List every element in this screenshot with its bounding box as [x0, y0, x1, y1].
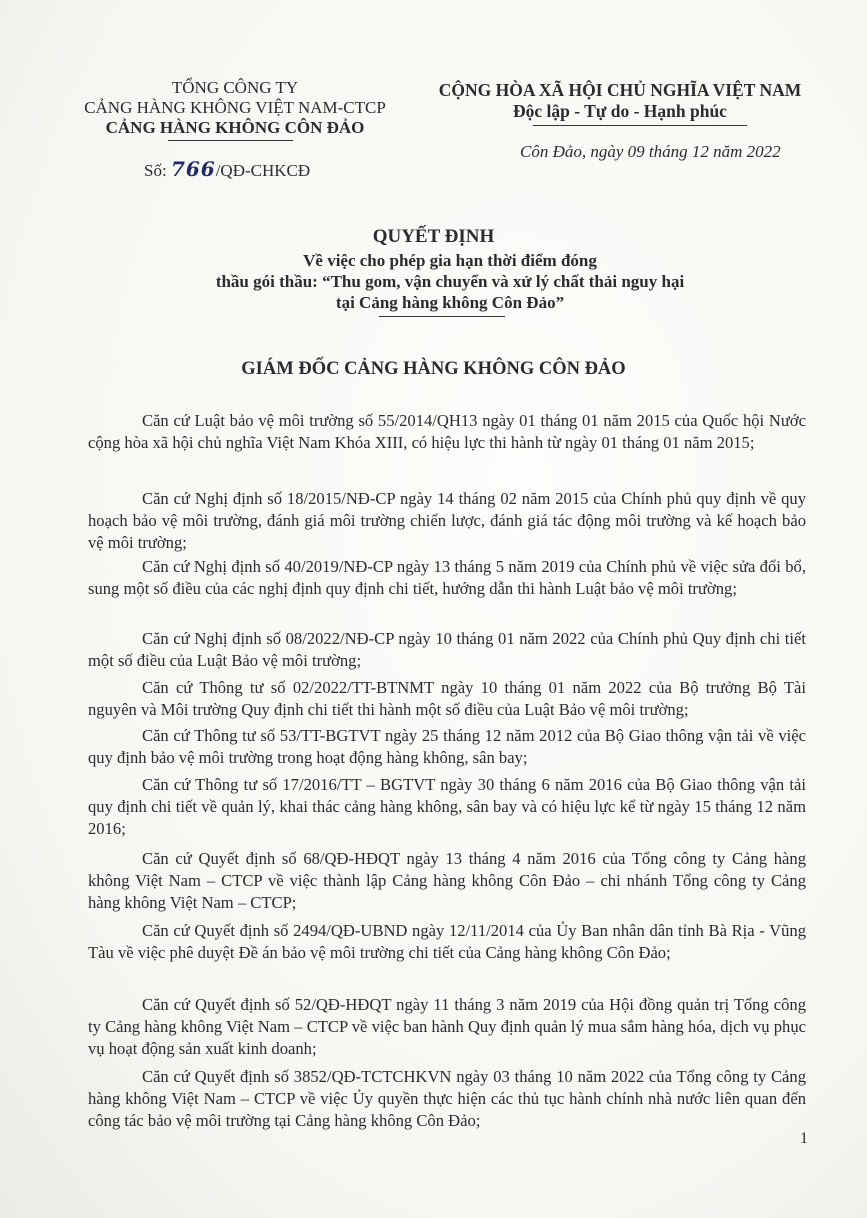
legal-basis-paragraph: Căn cứ Thông tư số 53/TT-BGTVT ngày 25 tháng 12 năm 2012 của Bộ Giao thông vận tải về việc quy định bảo vệ môi trường trong hoạt động hàng không, sân bay;	[88, 726, 806, 767]
document-title: QUYẾT ĐỊNH	[372, 226, 495, 247]
issuing-organization	[60, 78, 410, 138]
page-number: 1	[800, 1130, 808, 1147]
issuer-title: GIÁM ĐỐC CẢNG HÀNG KHÔNG CÔN ĐẢO	[241, 359, 626, 379]
subject-line1: Về việc cho phép gia hạn thời điểm đóng	[303, 251, 597, 270]
national-motto: Độc lập - Tự do - Hạnh phúc	[513, 101, 727, 121]
legal-basis-paragraph: Căn cứ Nghị định số 18/2015/NĐ-CP ngày 14 tháng 02 năm 2015 của Chính phủ quy định về quy hoạch bảo vệ môi trường, đánh giá môi trường chiến lược, đánh giá tác động môi trường và kế hoạch bảo vệ môi trường;	[88, 489, 806, 552]
legal-basis-paragraph: Căn cứ Thông tư số 17/2016/TT – BGTVT ngày 30 tháng 6 năm 2016 của Bộ Giao thông vận tải quy định chi tiết về quản lý, khai thác cảng hàng không, sân bay và có hiệu lực kể từ ngày 15 tháng 12 năm 2016;	[88, 775, 806, 838]
subject-underline	[379, 316, 505, 317]
legal-basis-paragraph: Căn cứ Quyết định số 3852/QĐ-TCTCHKVN ngày 03 tháng 10 năm 2022 của Tổng công ty Cảng hàng không Việt Nam – CTCP về việc Ủy quyền thực hiện các thủ tục hành chính nhà nước liên quan đến công tác bảo vệ môi trường tại Cảng hàng không Côn Đảo;	[88, 1067, 806, 1130]
document-subject	[180, 250, 720, 313]
org-parent-line1: TỔNG CÔNG TY	[171, 78, 299, 97]
number-prefix: Số:	[144, 161, 167, 180]
legal-basis-paragraph: Căn cứ Nghị định số 08/2022/NĐ-CP ngày 10 tháng 01 năm 2022 của Chính phủ Quy định chi tiết một số điều của Luật Bảo vệ môi trường;	[88, 629, 806, 670]
legal-basis-paragraph: Căn cứ Quyết định số 2494/QĐ-UBND ngày 12/11/2014 của Ủy Ban nhân dân tỉnh Bà Rịa - Vũng Tàu về việc phê duyệt Đề án bảo vệ môi trường chi tiết của Cảng hàng không Côn Đảo;	[88, 921, 806, 962]
legal-basis-paragraph: Căn cứ Quyết định số 68/QĐ-HĐQT ngày 13 tháng 4 năm 2016 của Tổng công ty Cảng hàng không Việt Nam – CTCP về việc thành lập Cảng hàng không Côn Đảo – chi nhánh Tổng công ty Cảng hàng không Việt Nam – CTCP;	[88, 849, 806, 912]
motto-underline	[533, 125, 747, 126]
document-number	[144, 157, 310, 181]
handwritten-number: 766	[170, 157, 216, 181]
place-and-date: Côn Đảo, ngày 09 tháng 12 năm 2022	[520, 142, 781, 161]
national-heading	[420, 80, 820, 122]
org-name: CẢNG HÀNG KHÔNG CÔN ĐẢO	[105, 118, 365, 137]
org-underline	[168, 140, 293, 141]
legal-basis-paragraph: Căn cứ Thông tư số 02/2022/TT-BTNMT ngày 10 tháng 01 năm 2022 của Bộ trưởng Bộ Tài nguyên và Môi trường Quy định chi tiết thi hành một số điều của Luật Bảo vệ môi trường;	[88, 678, 806, 719]
national-name: CỘNG HÒA XÃ HỘI CHỦ NGHĨA VIỆT NAM	[438, 80, 802, 100]
legal-basis-paragraph: Căn cứ Nghị định số 40/2019/NĐ-CP ngày 13 tháng 5 năm 2019 của Chính phủ về việc sửa đổi bổ, sung một số điều của các nghị định quy định chi tiết, hướng dẫn thi hành Luật bảo vệ môi trường;	[88, 557, 806, 598]
legal-basis-paragraph: Căn cứ Quyết định số 52/QĐ-HĐQT ngày 11 tháng 3 năm 2019 của Hội đồng quản trị Tổng công ty Cảng hàng không Việt Nam – CTCP về việc ban hành Quy định quản lý mua sắm hàng hóa, dịch vụ phục vụ hoạt động sản xuất kinh doanh;	[88, 995, 806, 1058]
legal-basis-paragraph: Căn cứ Luật bảo vệ môi trường số 55/2014/QH13 ngày 01 tháng 01 năm 2015 của Quốc hội Nước cộng hòa xã hội chủ nghĩa Việt Nam Khóa XIII, có hiệu lực thi hành từ ngày 01 tháng 01 năm 2015;	[88, 411, 806, 452]
subject-line2: thầu gói thầu: “Thu gom, vận chuyển và xử lý chất thải nguy hại	[215, 272, 685, 291]
subject-line3: tại Cảng hàng không Côn Đảo”	[335, 293, 565, 312]
number-suffix: /QĐ-CHKCĐ	[215, 161, 311, 180]
org-parent-line2: CẢNG HÀNG KHÔNG VIỆT NAM-CTCP	[84, 98, 386, 117]
